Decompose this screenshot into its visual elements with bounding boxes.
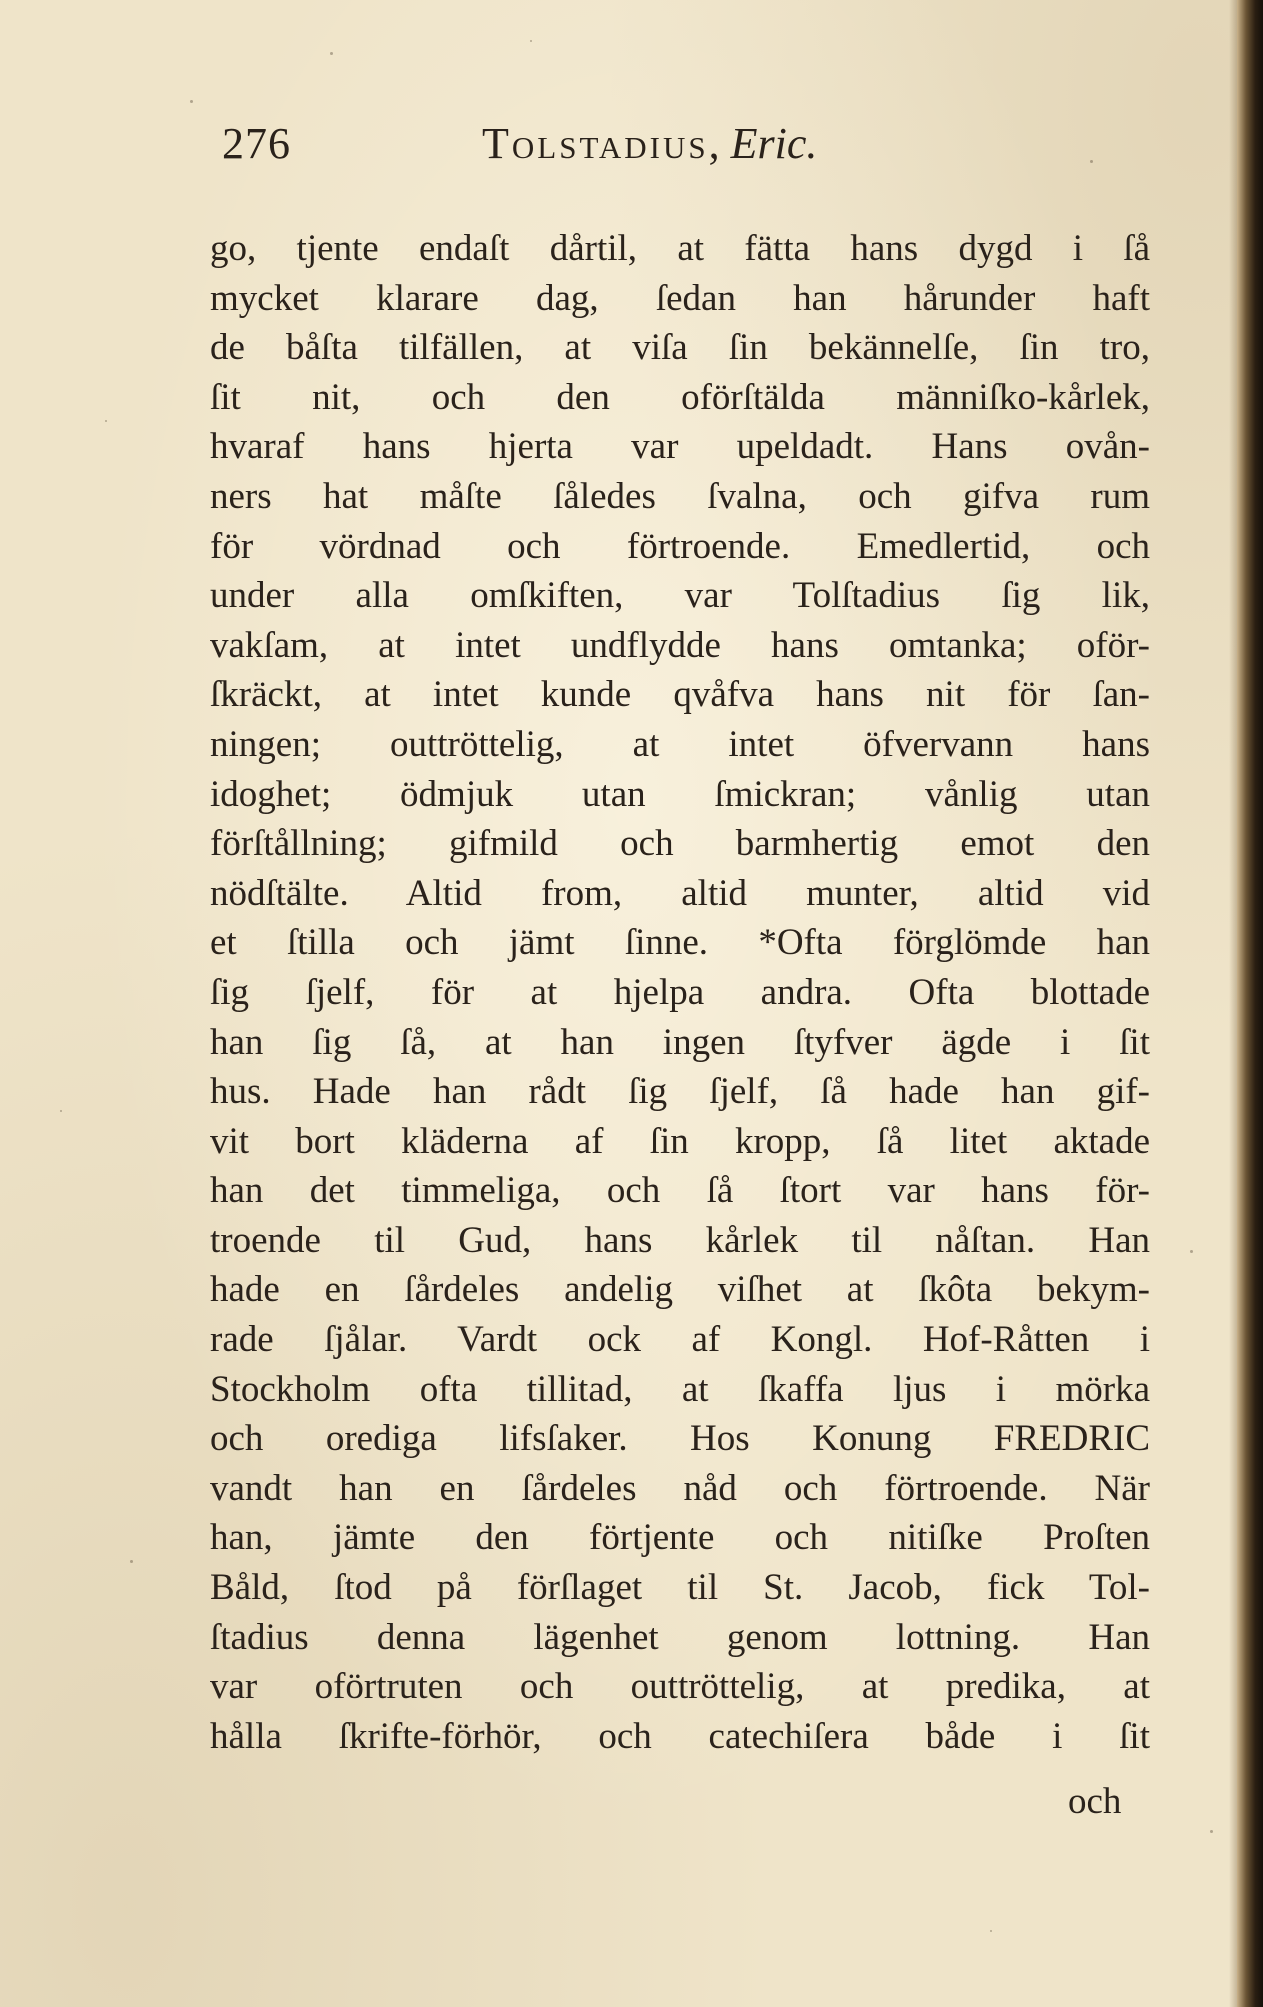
text-line: mycket klarare dag, ſedan han hårunder haft	[210, 277, 1150, 319]
text-line: hålla ſkrifte-förhör, och catechiſera både i ſit	[210, 1715, 1150, 1757]
text-line: hus. Hade han rådt ſig ſjelf, ſå hade han gif-	[210, 1071, 1150, 1113]
running-title	[482, 118, 817, 169]
text-line: vandt han en ſårdeles nåd och förtroende. När	[210, 1467, 1150, 1509]
body-text	[210, 224, 1150, 1761]
page-number: 276	[222, 119, 291, 168]
text-line: under alla omſkiften, var Tolſtadius ſig lik,	[210, 575, 1150, 617]
text-line: vit bort kläderna af ſin kropp, ſå litet aktade	[210, 1120, 1150, 1162]
text-line: Båld, ſtod på förſlaget til St. Jacob, fick Tol-	[210, 1567, 1150, 1609]
text-line: förſtållning; gifmild och barmhertig emot den	[210, 823, 1150, 865]
text-line: ners hat måſte ſåledes ſvalna, och gifva rum	[210, 475, 1150, 517]
book-binding-edge	[1237, 0, 1263, 2007]
running-title-forename: Eric.	[730, 119, 818, 168]
text-line: vakſam, at intet undflydde hans omtanka; oför-	[210, 624, 1150, 666]
text-line: hvaraf hans hjerta var upeldadt. Hans ovån-	[210, 426, 1150, 468]
text-line: et ſtilla och jämt ſinne. *Ofta förglömde han	[210, 922, 1150, 964]
text-line: de båſta tilfällen, at viſa ſin bekännelſe, ſin tro,	[210, 327, 1150, 369]
text-line: ſtadius denna lägenhet genom lottning. Han	[210, 1616, 1150, 1658]
running-title-surname: Tolstadius	[482, 119, 709, 168]
text-line: ningen; outtröttelig, at intet öfvervann hans	[210, 723, 1150, 765]
text-line: hade en ſårdeles andelig viſhet at ſkôta bekym-	[210, 1269, 1150, 1311]
text-line: nödſtälte. Altid from, altid munter, altid vid	[210, 872, 1150, 914]
text-line: idoghet; ödmjuk utan ſmickran; vånlig utan	[210, 773, 1150, 815]
running-title-separator: ,	[708, 119, 731, 168]
text-line: han, jämte den förtjente och nitiſke Proſten	[210, 1517, 1150, 1559]
text-line: han det timmeliga, och ſå ſtort var hans för-	[210, 1170, 1150, 1212]
text-line: han ſig ſå, at han ingen ſtyfver ägde i ſit	[210, 1021, 1150, 1063]
text-line: ſit nit, och den oförſtälda männiſko-kårlek,	[210, 376, 1150, 418]
text-line: var oförtruten och outtröttelig, at predika, at	[210, 1666, 1150, 1708]
text-line: och orediga lifsſaker. Hos Konung FREDRIC	[210, 1418, 1150, 1460]
text-line: Stockholm ofta tillitad, at ſkaffa ljus i mörka	[210, 1368, 1150, 1410]
catchword: och	[1068, 1781, 1122, 1822]
text-line: rade ſjålar. Vardt ock af Kongl. Hof-Råtten i	[210, 1319, 1150, 1361]
page-header	[222, 118, 982, 188]
text-line: troende til Gud, hans kårlek til nåſtan. Han	[210, 1219, 1150, 1261]
text-line: för vördnad och förtroende. Emedlertid, och	[210, 525, 1150, 567]
text-line: ſig ſjelf, för at hjelpa andra. Ofta blottade	[210, 971, 1150, 1013]
text-line: go, tjente endaſt dårtil, at fätta hans dygd i ſå	[210, 228, 1150, 269]
text-line: ſkräckt, at intet kunde qvåfva hans nit för ſan-	[210, 674, 1150, 716]
